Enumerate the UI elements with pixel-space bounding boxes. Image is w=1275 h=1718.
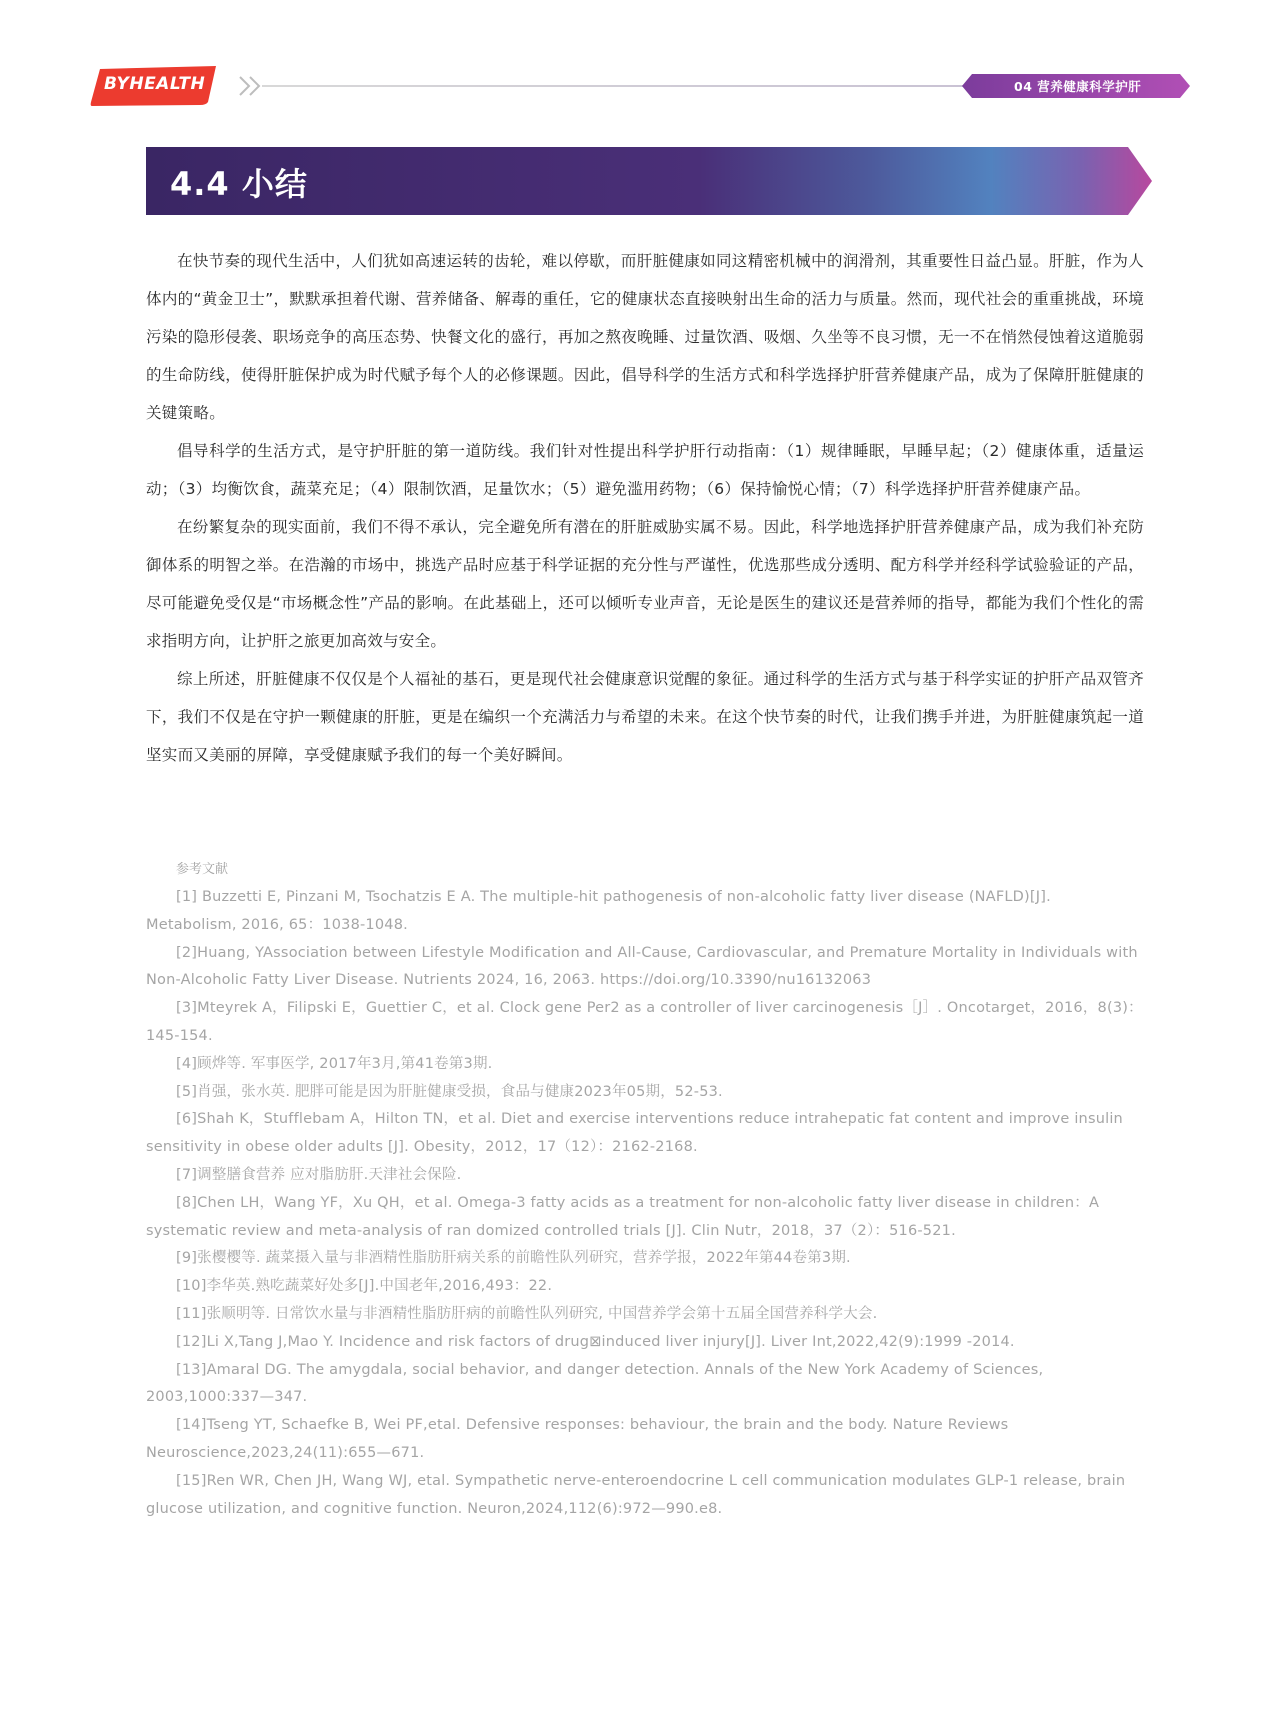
reference-item: [2]Huang, YAssociation between Lifestyle Modification and All-Cause, Cardiovascular, and Premature Mortality in Individuals with Non-Alcoholic Fatty Liver Disease. Nutrients 2024, 16, 2063. https://doi.org/10.3390/nu16132063 (146, 944, 1138, 989)
reference-item: [6]Shah K，Stufflebam A，Hilton TN，et al. Diet and exercise interventions reduce intrahepatic fat content and improve insulin sensitivity in obese older adults [J]. Obesity，2012，17（12）：2162-2168. (146, 1111, 1123, 1156)
brand-logo (90, 66, 219, 106)
chapter-label: 04 营养健康科学护肝 (1014, 79, 1142, 94)
reference-item: [12]Li X,Tang J,Mao Y. Incidence and risk factors of drug⊠induced liver injury[J]. Liver Int,2022,42(9):1999 -2014. (176, 1333, 1015, 1350)
reference-item: [9]张樱樱等. 蔬菜摄入量与非酒精性脂肪肝病关系的前瞻性队列研究，营养学报，2022年第44卷第3期. (176, 1250, 851, 1267)
reference-item: [11]张顺明等. 日常饮水量与非酒精性脂肪肝病的前瞻性队列研究, 中国营养学会第十五届全国营养科学大会. (176, 1305, 878, 1322)
section-banner (146, 147, 1152, 215)
paragraph: 在纷繁复杂的现实面前，我们不得不承认，完全避免所有潜在的肝脏威胁实属不易。因此，科学地选择护肝营养健康产品，成为我们补充防御体系的明智之举。在浩瀚的市场中，挑选产品时应基于科学证据的充分性与严谨性，优选那些成分透明、配方科学并经科学试验验证的产品，尽可能避免受仅是“市场概念性”产品的影响。在此基础上，还可以倾听专业声音，无论是医生的建议还是营养师的指导，都能为我们个性化的需求指明方向，让护肝之旅更加高效与安全。 (146, 518, 1144, 650)
reference-item: [14]Tseng YT, Schaefke B, Wei PF,etal. Defensive responses: behaviour, the brain and the body. Nature Reviews Neuroscience,2023,24(11):655—671. (146, 1417, 1009, 1461)
references-heading: 参考文献 (176, 862, 229, 877)
brand-name: BYHEALTH (104, 74, 206, 94)
reference-item: [13]Amaral DG. The amygdala, social behavior, and danger detection. Annals of the New York Academy of Sciences, 2003,1000:337—347. (146, 1361, 1044, 1406)
reference-item: [1] Buzzetti E, Pinzani M, Tsochatzis E A. The multiple-hit pathogenesis of non-alcoholic fatty liver disease (NAFLD)[J]. Metabolism, 2016, 65：1038-1048. (146, 889, 1051, 933)
reference-list (146, 884, 1146, 1523)
reference-item: [7]调整膳食营养 应对脂肪肝.天津社会保险. (176, 1166, 462, 1183)
paragraph: 倡导科学的生活方式，是守护肝脏的第一道防线。我们针对性提出科学护肝行动指南：（1）规律睡眠，早睡早起；（2）健康体重，适量运动；（3）均衡饮食，蔬菜充足；（4）限制饮酒，足量饮水；（5）避免滥用药物；（6）保持愉悦心情；（7）科学选择护肝营养健康产品。 (146, 442, 1144, 498)
reference-item: [15]Ren WR, Chen JH, Wang WJ, etal. Sympathetic nerve-enteroendocrine L cell communication modulates GLP-1 release, brain glucose utilization, and cognitive function. Neuron,2024,112(6):972—990.e8. (146, 1472, 1126, 1517)
reference-item: [3]Mteyrek A，Filipski E，Guettier C，et al. Clock gene Per2 as a controller of liver carcinogenesis［J］. Oncotarget，2016，8(3)：145-154. (146, 1000, 1143, 1044)
page-header (0, 66, 1275, 106)
chapter-tag (962, 74, 1190, 98)
reference-item: [8]Chen LH，Wang YF，Xu QH，et al. Omega-3 fatty acids as a treatment for non-alcoholic fatty liver disease in children：A systematic review and meta-analysis of ran domized controlled trials [J]. Clin Nutr，2018，37（2）：516-521. (146, 1194, 1100, 1239)
summary-body (146, 242, 1144, 774)
section-title: 4.4 小结 (170, 165, 308, 203)
header-divider (262, 85, 974, 87)
paragraph: 综上所述，肝脏健康不仅仅是个人福祉的基石，更是现代社会健康意识觉醒的象征。通过科学的生活方式与基于科学实证的护肝产品双管齐下，我们不仅是在守护一颗健康的肝脏，更是在编织一个充满活力与希望的未来。在这个快节奏的时代，让我们携手并进，为肝脏健康筑起一道坚实而又美丽的屏障，享受健康赋予我们的每一个美好瞬间。 (146, 670, 1144, 764)
reference-item: [5]肖强，张水英. 肥胖可能是因为肝脏健康受损，食品与健康2023年05期，52-53. (176, 1083, 723, 1100)
paragraph: 在快节奏的现代生活中，人们犹如高速运转的齿轮，难以停歇，而肝脏健康如同这精密机械中的润滑剂，其重要性日益凸显。肝脏，作为人体内的“黄金卫士”，默默承担着代谢、营养储备、解毒的重任，它的健康状态直接映射出生命的活力与质量。然而，现代社会的重重挑战，环境污染的隐形侵袭、职场竞争的高压态势、快餐文化的盛行，再加之熬夜晚睡、过量饮酒、吸烟、久坐等不良习惯，无一不在悄然侵蚀着这道脆弱的生命防线，使得肝脏保护成为时代赋予每个人的必修课题。因此，倡导科学的生活方式和科学选择护肝营养健康产品，成为了保障肝脏健康的关键策略。 (146, 252, 1144, 422)
reference-item: [10]李华英.熟吃蔬菜好处多[J].中国老年,2016,493：22. (176, 1278, 553, 1295)
reference-item: [4]顾烨等. 军事医学, 2017年3月,第41卷第3期. (176, 1055, 493, 1072)
references-section (146, 856, 1146, 1523)
